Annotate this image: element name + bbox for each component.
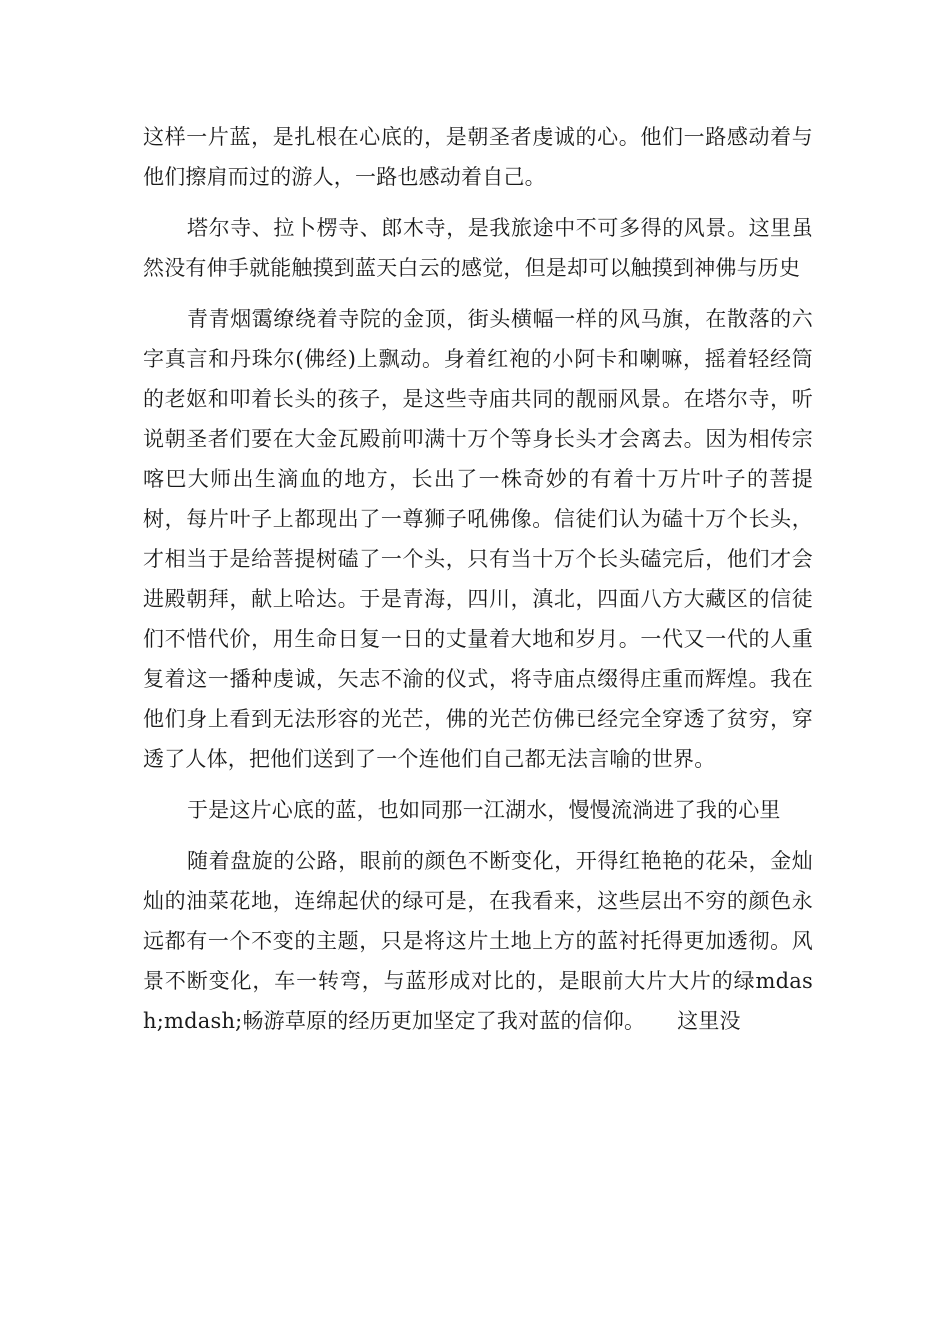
document-body xyxy=(143,117,813,1052)
paragraph-4: 于是这片心底的蓝，也如同那一江湖水，慢慢流淌进了我的心里 xyxy=(187,798,781,822)
paragraph-2: 塔尔寺、拉卜楞寺、郎木寺，是我旅途中不可多得的风景。这里虽然没有伸手就能触摸到蓝天白云的感觉，但是却可以触摸到神佛与历史 xyxy=(143,216,813,280)
paragraph-1: 这样一片蓝，是扎根在心底的，是朝圣者虔诚的心。他们一路感动着与他们擦肩而过的游人，一路也感动着自己。 xyxy=(143,125,813,189)
paragraph-5: 随着盘旋的公路，眼前的颜色不断变化，开得红艳艳的花朵，金灿灿的油菜花地，连绵起伏的绿可是，在我看来，这些层出不穷的颜色永远都有一个不变的主题，只是将这片土地上方的蓝衬托得更加透彻。风景不断变化，车一转弯，与蓝形成对比的，是眼前大片大片的绿mdash;mdash;畅游草原的经历更加坚定了我对蓝的信仰。 这里没 xyxy=(143,849,813,1033)
paragraph-3: 青青烟霭缭绕着寺院的金顶，街头横幅一样的风马旗，在散落的六字真言和丹珠尔(佛经)上飘动。身着红袍的小阿卡和喇嘛，摇着轻经筒的老妪和叩着长头的孩子，是这些寺庙共同的靓丽风景。在塔尔寺，听说朝圣者们要在大金瓦殿前叩满十万个等身长头才会离去。因为相传宗喀巴大师出生滴血的地方，长出了一株奇妙的有着十万片叶子的菩提树，每片叶子上都现出了一尊狮子吼佛像。信徒们认为磕十万个长头，才相当于是给菩提树磕了一个头，只有当十万个长头磕完后，他们才会进殿朝拜，献上哈达。于是青海，四川，滇北，四面八方大藏区的信徒们不惜代价，用生命日复一日的丈量着大地和岁月。一代又一代的人重复着这一播种虔诚，矢志不渝的仪式，将寺庙点缀得庄重而辉煌。我在他们身上看到无法形容的光芒，佛的光芒仿佛已经完全穿透了贫穷，穿透了人体，把他们送到了一个连他们自己都无法言喻的世界。 xyxy=(143,307,813,771)
